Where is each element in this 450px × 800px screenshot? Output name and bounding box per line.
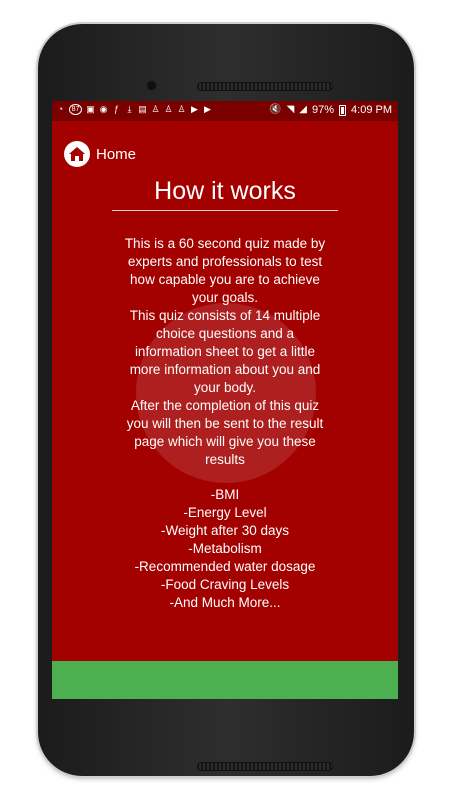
- app-screen: [52, 101, 398, 699]
- image-icon: ▣: [86, 104, 95, 114]
- intro-text: This is a 60 second quiz made by experts and professionals to test how capable you are to achieve your goals.: [124, 236, 326, 305]
- facebook-icon: ƒ: [113, 104, 119, 114]
- battery-icon: [339, 105, 346, 116]
- home-button[interactable]: [64, 141, 136, 167]
- bottom-speaker: [197, 762, 333, 771]
- top-speaker: [197, 82, 333, 91]
- list-item: -Weight after 30 days: [160, 523, 290, 538]
- wifi-icon: ◥: [286, 104, 295, 115]
- description: [122, 235, 328, 469]
- speedometer-icon: ◔: [57, 104, 64, 114]
- file-icon: ▤: [138, 104, 147, 114]
- completion-text: After the completion of this quiz you will then be sent to the result page which will give you these results: [126, 398, 324, 467]
- title-divider: [112, 210, 338, 211]
- mute-icon: 🔇: [269, 104, 282, 115]
- download-icon: ⤓: [127, 104, 132, 114]
- play-store-icon: ▶: [204, 104, 211, 114]
- home-icon: [64, 141, 90, 167]
- badge-icon: 87: [69, 104, 82, 115]
- figure-icon: ♙: [151, 104, 160, 114]
- list-item: -And Much More...: [169, 595, 281, 610]
- list-item: -Metabolism: [188, 541, 262, 556]
- page-title: How it works: [154, 177, 296, 205]
- signal-icon: ◢: [299, 104, 307, 115]
- play-store-icon: ▶: [191, 104, 198, 114]
- figure-icon: ♙: [164, 104, 173, 114]
- status-bar: [52, 101, 398, 121]
- status-right: [269, 104, 392, 116]
- clock: 4:09 PM: [351, 104, 392, 116]
- results-list: [52, 486, 398, 612]
- start-quiz-bar[interactable]: [52, 661, 398, 699]
- list-item: -Energy Level: [183, 505, 267, 520]
- list-item: -Recommended water dosage: [134, 559, 316, 574]
- front-camera: [146, 80, 157, 91]
- home-label: Home: [96, 145, 137, 163]
- list-item: -BMI: [210, 487, 240, 502]
- details-text: This quiz consists of 14 multiple choice questions and a information sheet to get a little more information about you and your body.: [129, 308, 321, 395]
- notification-icons: [56, 104, 212, 115]
- figure-icon: ♙: [177, 104, 186, 114]
- list-item: -Food Craving Levels: [160, 577, 290, 592]
- battery-percent: 97%: [312, 104, 335, 116]
- messenger-icon: ◉: [99, 104, 108, 114]
